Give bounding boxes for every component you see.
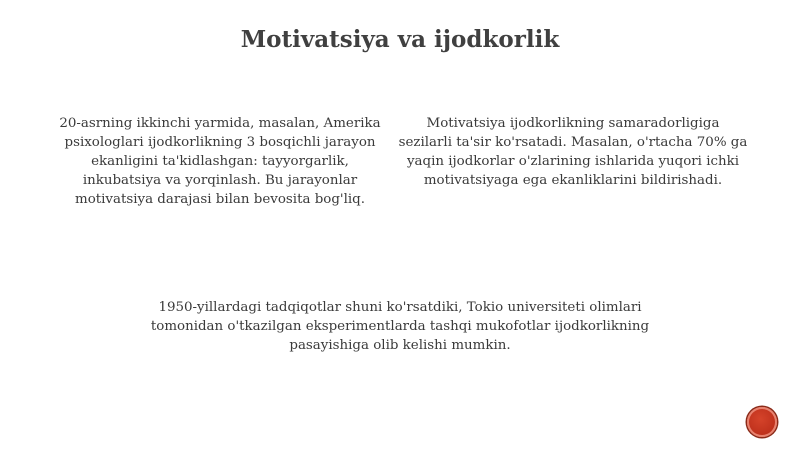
slide-title: Motivatsiya va ijodkorlik (240, 26, 560, 53)
bottom-paragraph: 1950-yillardagi tadqiqotlar shuni ko'rsatdiki, Tokio universiteti olimlari tomonidan o'tkazilgan eksperimentlarda tashqi mukofotlar ijodkorlikning pasayishiga olib kelishi mumkin. (150, 300, 650, 353)
left-paragraph: 20-asrning ikkinchi yarmida, masalan, Amerika psixologlari ijodkorlikning 3 bosqichli jarayon ekanligini ta'kidlashgan: tayyorgarlik, inkubatsiya va yorqinlash. Bu jarayonlar motivatsiya darajasi bilan bevosita bog'liq. (59, 116, 381, 207)
right-paragraph: Motivatsiya ijodkorlikning samaradorligiga sezilarli ta'sir ko'rsatadi. Masalan, o'rtacha 70% ga yaqin ijodkorlar o'zlarining ishlarida yuqori ichki motivatsiyaga ega ekanliklarini bildirishadi. (398, 116, 748, 188)
circle-button-icon[interactable] (747, 407, 777, 437)
